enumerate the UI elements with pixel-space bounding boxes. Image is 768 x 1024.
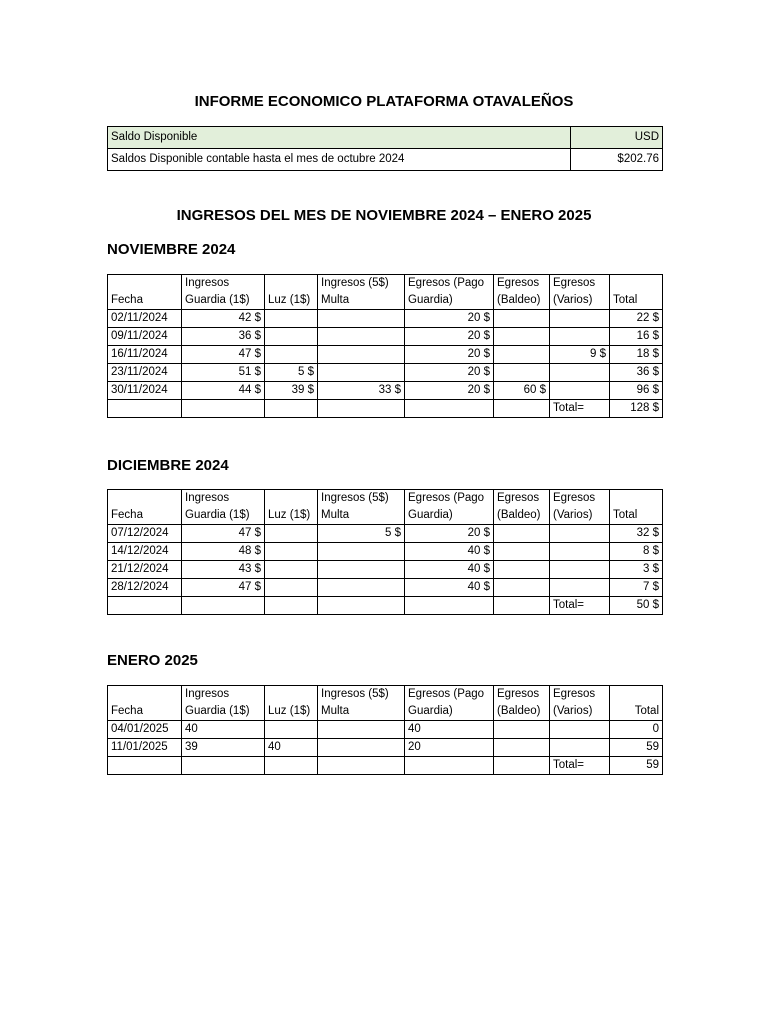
- header-varios-text: Egresos: [553, 688, 596, 700]
- header-pago-guardia: [405, 686, 494, 721]
- header-row: [108, 275, 663, 310]
- cell-total: 96 $: [610, 382, 663, 400]
- header-pago-guardia-text: Guardia): [408, 294, 453, 306]
- table-row: [108, 721, 663, 739]
- header-luz-text: Luz (1$): [268, 294, 311, 306]
- empty-cell: [405, 400, 494, 418]
- header-total-spacer: [613, 490, 659, 507]
- cell-guardia: 51 $: [182, 364, 265, 382]
- header-varios-text: (Varios): [553, 294, 593, 306]
- saldo-row-value: $202.76: [571, 149, 663, 171]
- empty-cell: [182, 757, 265, 775]
- empty-cell: [405, 757, 494, 775]
- cell-pago: 20 $: [405, 346, 494, 364]
- header-fecha: [108, 490, 182, 525]
- header-baldeo: [494, 275, 550, 310]
- header-luz-spacer: [268, 686, 314, 703]
- cell-baldeo: [494, 346, 550, 364]
- cell-pago: 20 $: [405, 310, 494, 328]
- cell-baldeo: [494, 525, 550, 543]
- cell-fecha: 11/01/2025: [108, 739, 182, 757]
- month-heading-diciembre: DICIEMBRE 2024: [107, 457, 229, 474]
- header-fecha-text: Fecha: [111, 705, 143, 717]
- cell-multa: [318, 310, 405, 328]
- cell-guardia: 47 $: [182, 579, 265, 597]
- section-subtitle: INGRESOS DEL MES DE NOVIEMBRE 2024 – ENERO 2025: [176, 207, 592, 224]
- cell-luz: [265, 525, 318, 543]
- cell-guardia: 40: [182, 721, 265, 739]
- cell-multa: [318, 579, 405, 597]
- empty-cell: [318, 757, 405, 775]
- cell-luz: [265, 579, 318, 597]
- cell-total: 22 $: [610, 310, 663, 328]
- header-multa-text: Ingresos (5$): [321, 492, 389, 504]
- saldo-header-unit: USD: [571, 127, 663, 149]
- cell-varios: [550, 561, 610, 579]
- header-fecha-spacer: [111, 490, 178, 507]
- header-baldeo-text: (Baldeo): [497, 509, 541, 521]
- cell-baldeo: [494, 310, 550, 328]
- table-row: [108, 561, 663, 579]
- header-guardia-text: Ingresos: [185, 277, 230, 289]
- cell-luz: [265, 346, 318, 364]
- cell-baldeo: [494, 721, 550, 739]
- table-row: [108, 328, 663, 346]
- header-guardia-text: Ingresos: [185, 688, 230, 700]
- header-total: [610, 686, 663, 721]
- header-varios-text: Egresos: [553, 492, 596, 504]
- empty-cell: [108, 597, 182, 615]
- total-label: Total=: [550, 400, 610, 418]
- cell-pago: 20 $: [405, 328, 494, 346]
- cell-multa: [318, 561, 405, 579]
- table-row: [108, 579, 663, 597]
- header-baldeo: [494, 686, 550, 721]
- header-pago-guardia: [405, 275, 494, 310]
- empty-cell: [318, 597, 405, 615]
- empty-cell: [265, 597, 318, 615]
- cell-total: 16 $: [610, 328, 663, 346]
- cell-pago: 40 $: [405, 543, 494, 561]
- header-luz-text: Luz (1$): [268, 705, 311, 717]
- cell-varios: [550, 579, 610, 597]
- empty-cell: [265, 757, 318, 775]
- header-fecha-text: Fecha: [111, 509, 143, 521]
- cell-baldeo: [494, 561, 550, 579]
- cell-total: 7 $: [610, 579, 663, 597]
- header-varios: [550, 686, 610, 721]
- header-total-text: Total: [613, 509, 638, 521]
- cell-baldeo: [494, 543, 550, 561]
- table-row: [108, 543, 663, 561]
- table-diciembre: [107, 489, 663, 615]
- header-luz: [265, 275, 318, 310]
- header-guardia: [182, 686, 265, 721]
- header-total-text: Total: [613, 294, 638, 306]
- total-value: 128 $: [610, 400, 663, 418]
- cell-guardia: 48 $: [182, 543, 265, 561]
- header-guardia: [182, 490, 265, 525]
- cell-guardia: 39: [182, 739, 265, 757]
- header-fecha-spacer: [111, 275, 178, 292]
- header-multa: [318, 275, 405, 310]
- header-luz-text: Luz (1$): [268, 509, 311, 521]
- total-label: Total=: [550, 597, 610, 615]
- table-row: [108, 310, 663, 328]
- cell-luz: [265, 543, 318, 561]
- cell-multa: [318, 328, 405, 346]
- header-varios: [550, 490, 610, 525]
- header-pago-guardia-text: Guardia): [408, 705, 453, 717]
- header-pago-guardia-text: Egresos (Pago: [408, 277, 485, 289]
- cell-guardia: 47 $: [182, 346, 265, 364]
- month-heading-enero: ENERO 2025: [107, 652, 198, 669]
- header-multa-text: Multa: [321, 705, 350, 717]
- total-label: Total=: [550, 757, 610, 775]
- cell-fecha: 23/11/2024: [108, 364, 182, 382]
- empty-cell: [494, 757, 550, 775]
- header-multa: [318, 686, 405, 721]
- saldo-row: [108, 149, 663, 171]
- header-guardia-text: Guardia (1$): [185, 509, 250, 521]
- empty-cell: [318, 400, 405, 418]
- cell-varios: [550, 721, 610, 739]
- header-multa-text: Ingresos (5$): [321, 277, 389, 289]
- header-baldeo-text: Egresos: [497, 277, 540, 289]
- cell-fecha: 21/12/2024: [108, 561, 182, 579]
- table-row: [108, 346, 663, 364]
- cell-multa: 33 $: [318, 382, 405, 400]
- cell-fecha: 14/12/2024: [108, 543, 182, 561]
- header-luz: [265, 686, 318, 721]
- cell-multa: [318, 364, 405, 382]
- cell-baldeo: [494, 364, 550, 382]
- cell-total: 3 $: [610, 561, 663, 579]
- cell-guardia: 42 $: [182, 310, 265, 328]
- cell-pago: 20 $: [405, 364, 494, 382]
- cell-fecha: 02/11/2024: [108, 310, 182, 328]
- empty-cell: [182, 597, 265, 615]
- cell-total: 59: [610, 739, 663, 757]
- header-fecha: [108, 275, 182, 310]
- cell-multa: 5 $: [318, 525, 405, 543]
- month-heading-noviembre: NOVIEMBRE 2024: [107, 241, 236, 258]
- header-multa-text: Ingresos (5$): [321, 688, 389, 700]
- empty-cell: [405, 597, 494, 615]
- empty-cell: [182, 400, 265, 418]
- cell-pago: 40: [405, 721, 494, 739]
- cell-fecha: 28/12/2024: [108, 579, 182, 597]
- header-varios-text: Egresos: [553, 277, 596, 289]
- cell-guardia: 44 $: [182, 382, 265, 400]
- cell-fecha: 09/11/2024: [108, 328, 182, 346]
- cell-luz: 40: [265, 739, 318, 757]
- header-baldeo: [494, 490, 550, 525]
- header-varios-text: (Varios): [553, 705, 593, 717]
- cell-varios: [550, 739, 610, 757]
- total-value: 50 $: [610, 597, 663, 615]
- header-pago-guardia-text: Egresos (Pago: [408, 688, 485, 700]
- header-guardia-text: Ingresos: [185, 492, 230, 504]
- table-row: [108, 525, 663, 543]
- table-row: [108, 382, 663, 400]
- empty-cell: [265, 400, 318, 418]
- header-luz-spacer: [268, 490, 314, 507]
- cell-multa: [318, 739, 405, 757]
- cell-baldeo: [494, 579, 550, 597]
- cell-luz: 39 $: [265, 382, 318, 400]
- header-baldeo-text: (Baldeo): [497, 705, 541, 717]
- cell-multa: [318, 721, 405, 739]
- cell-baldeo: 60 $: [494, 382, 550, 400]
- cell-multa: [318, 346, 405, 364]
- header-guardia-text: Guardia (1$): [185, 294, 250, 306]
- cell-baldeo: [494, 328, 550, 346]
- header-row: [108, 686, 663, 721]
- cell-total: 36 $: [610, 364, 663, 382]
- cell-guardia: 36 $: [182, 328, 265, 346]
- total-row: [108, 757, 663, 775]
- cell-pago: 20 $: [405, 525, 494, 543]
- header-total-spacer: [613, 686, 659, 703]
- cell-pago: 20: [405, 739, 494, 757]
- header-total-text: Total: [634, 705, 659, 717]
- header-multa-text: Multa: [321, 509, 350, 521]
- header-varios-text: (Varios): [553, 509, 593, 521]
- saldo-header-label: Saldo Disponible: [108, 127, 571, 149]
- table-enero: [107, 685, 663, 775]
- report-title: INFORME ECONOMICO PLATAFORMA OTAVALEÑOS: [194, 93, 574, 110]
- header-guardia: [182, 275, 265, 310]
- cell-total: 8 $: [610, 543, 663, 561]
- header-row: [108, 490, 663, 525]
- header-luz-spacer: [268, 275, 314, 292]
- header-baldeo-text: Egresos: [497, 688, 540, 700]
- saldo-header-row: [108, 127, 663, 149]
- table-row: [108, 739, 663, 757]
- cell-varios: [550, 525, 610, 543]
- header-total: [610, 490, 663, 525]
- cell-luz: 5 $: [265, 364, 318, 382]
- cell-fecha: 07/12/2024: [108, 525, 182, 543]
- cell-luz: [265, 310, 318, 328]
- header-pago-guardia-text: Egresos (Pago: [408, 492, 485, 504]
- cell-guardia: 43 $: [182, 561, 265, 579]
- header-baldeo-text: (Baldeo): [497, 294, 541, 306]
- empty-cell: [494, 597, 550, 615]
- empty-cell: [494, 400, 550, 418]
- cell-varios: [550, 382, 610, 400]
- cell-luz: [265, 328, 318, 346]
- cell-pago: 40 $: [405, 579, 494, 597]
- cell-fecha: 16/11/2024: [108, 346, 182, 364]
- header-pago-guardia: [405, 490, 494, 525]
- cell-total: 32 $: [610, 525, 663, 543]
- cell-varios: [550, 543, 610, 561]
- total-row: [108, 400, 663, 418]
- cell-pago: 40 $: [405, 561, 494, 579]
- empty-cell: [108, 757, 182, 775]
- header-multa: [318, 490, 405, 525]
- cell-total: 18 $: [610, 346, 663, 364]
- cell-varios: [550, 364, 610, 382]
- header-fecha-spacer: [111, 686, 178, 703]
- cell-varios: [550, 310, 610, 328]
- header-guardia-text: Guardia (1$): [185, 705, 250, 717]
- saldo-row-label: Saldos Disponible contable hasta el mes de octubre 2024: [108, 149, 571, 171]
- saldo-table: [107, 126, 663, 171]
- cell-baldeo: [494, 739, 550, 757]
- cell-pago: 20 $: [405, 382, 494, 400]
- header-multa-text: Multa: [321, 294, 350, 306]
- header-luz: [265, 490, 318, 525]
- cell-varios: 9 $: [550, 346, 610, 364]
- cell-total: 0: [610, 721, 663, 739]
- header-baldeo-text: Egresos: [497, 492, 540, 504]
- header-varios: [550, 275, 610, 310]
- table-row: [108, 364, 663, 382]
- total-row: [108, 597, 663, 615]
- cell-luz: [265, 721, 318, 739]
- cell-luz: [265, 561, 318, 579]
- header-total-spacer: [613, 275, 659, 292]
- header-total: [610, 275, 663, 310]
- table-noviembre: [107, 274, 663, 418]
- empty-cell: [108, 400, 182, 418]
- cell-fecha: 30/11/2024: [108, 382, 182, 400]
- header-fecha: [108, 686, 182, 721]
- header-pago-guardia-text: Guardia): [408, 509, 453, 521]
- cell-multa: [318, 543, 405, 561]
- header-fecha-text: Fecha: [111, 294, 143, 306]
- cell-guardia: 47 $: [182, 525, 265, 543]
- cell-fecha: 04/01/2025: [108, 721, 182, 739]
- cell-varios: [550, 328, 610, 346]
- total-value: 59: [610, 757, 663, 775]
